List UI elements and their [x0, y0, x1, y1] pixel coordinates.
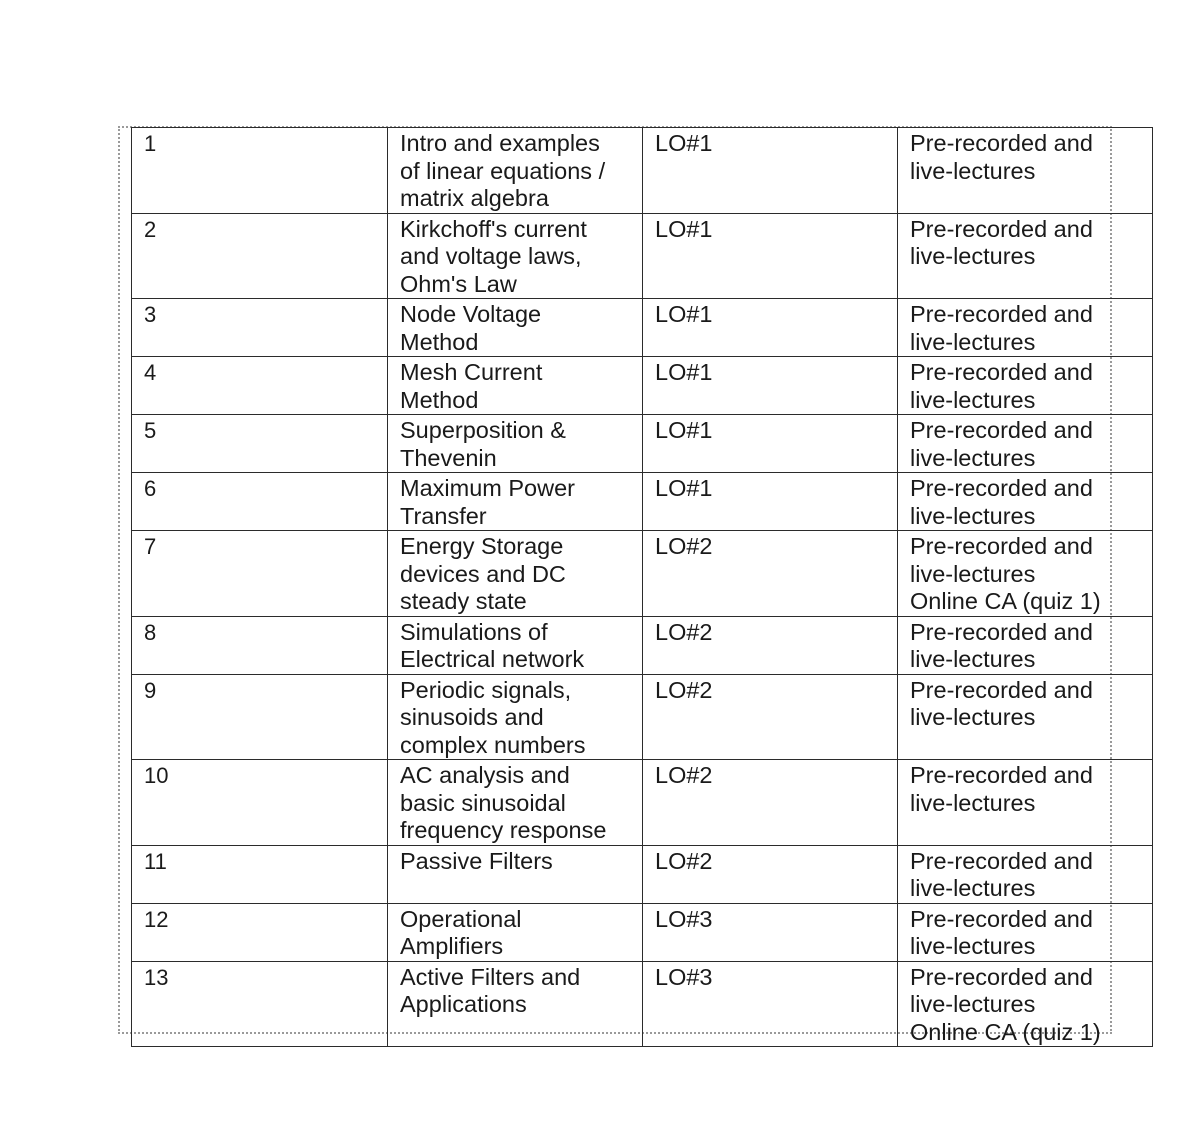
delivery-method-cell: Pre-recorded and live-lectures [898, 213, 1153, 299]
learning-outcome-cell: LO#1 [643, 357, 898, 415]
topic-cell: Mesh Current Method [388, 357, 643, 415]
schedule-table [131, 127, 1153, 1047]
week-cell: 3 [132, 299, 388, 357]
week-cell: 6 [132, 473, 388, 531]
learning-outcome-cell: LO#2 [643, 531, 898, 617]
learning-outcome-cell: LO#1 [643, 473, 898, 531]
week-cell: 13 [132, 961, 388, 1047]
learning-outcome-cell: LO#3 [643, 961, 898, 1047]
delivery-method-cell: Pre-recorded and live-lectures [898, 415, 1153, 473]
table-row [132, 473, 1153, 531]
week-cell: 8 [132, 616, 388, 674]
delivery-method-cell: Pre-recorded and live-lectures [898, 674, 1153, 760]
learning-outcome-cell: LO#2 [643, 674, 898, 760]
week-cell: 10 [132, 760, 388, 846]
delivery-method-cell: Pre-recorded and live-lectures [898, 845, 1153, 903]
delivery-method-cell: Pre-recorded and live-lectures Online CA (quiz 1) [898, 961, 1153, 1047]
table-row [132, 760, 1153, 846]
topic-cell: Node Voltage Method [388, 299, 643, 357]
learning-outcome-cell: LO#3 [643, 903, 898, 961]
learning-outcome-cell: LO#2 [643, 845, 898, 903]
learning-outcome-cell: LO#1 [643, 213, 898, 299]
week-cell: 9 [132, 674, 388, 760]
delivery-method-cell: Pre-recorded and live-lectures [898, 357, 1153, 415]
topic-cell: Superposition & Thevenin [388, 415, 643, 473]
table-row [132, 961, 1153, 1047]
topic-cell: Active Filters and Applications [388, 961, 643, 1047]
week-cell: 2 [132, 213, 388, 299]
week-cell: 4 [132, 357, 388, 415]
topic-cell: Operational Amplifiers [388, 903, 643, 961]
delivery-method-cell: Pre-recorded and live-lectures [898, 760, 1153, 846]
table-row [132, 845, 1153, 903]
table-row [132, 531, 1153, 617]
topic-cell: Intro and examples of linear equations / matrix algebra [388, 128, 643, 214]
table-row [132, 903, 1153, 961]
table-row [132, 299, 1153, 357]
topic-cell: Passive Filters [388, 845, 643, 903]
topic-cell: AC analysis and basic sinusoidal frequency response [388, 760, 643, 846]
table-row [132, 213, 1153, 299]
delivery-method-cell: Pre-recorded and live-lectures [898, 616, 1153, 674]
week-cell: 11 [132, 845, 388, 903]
week-cell: 5 [132, 415, 388, 473]
table-row [132, 415, 1153, 473]
topic-cell: Periodic signals, sinusoids and complex numbers [388, 674, 643, 760]
topic-cell: Simulations of Electrical network [388, 616, 643, 674]
learning-outcome-cell: LO#2 [643, 616, 898, 674]
topic-cell: Kirkchoff's current and voltage laws, Ohm's Law [388, 213, 643, 299]
table-row [132, 616, 1153, 674]
delivery-method-cell: Pre-recorded and live-lectures Online CA (quiz 1) [898, 531, 1153, 617]
table-row [132, 357, 1153, 415]
delivery-method-cell: Pre-recorded and live-lectures [898, 128, 1153, 214]
learning-outcome-cell: LO#1 [643, 415, 898, 473]
table-row [132, 128, 1153, 214]
learning-outcome-cell: LO#1 [643, 128, 898, 214]
week-cell: 12 [132, 903, 388, 961]
week-cell: 7 [132, 531, 388, 617]
delivery-method-cell: Pre-recorded and live-lectures [898, 299, 1153, 357]
learning-outcome-cell: LO#2 [643, 760, 898, 846]
delivery-method-cell: Pre-recorded and live-lectures [898, 903, 1153, 961]
table-row [132, 674, 1153, 760]
learning-outcome-cell: LO#1 [643, 299, 898, 357]
week-cell: 1 [132, 128, 388, 214]
topic-cell: Maximum Power Transfer [388, 473, 643, 531]
delivery-method-cell: Pre-recorded and live-lectures [898, 473, 1153, 531]
topic-cell: Energy Storage devices and DC steady state [388, 531, 643, 617]
